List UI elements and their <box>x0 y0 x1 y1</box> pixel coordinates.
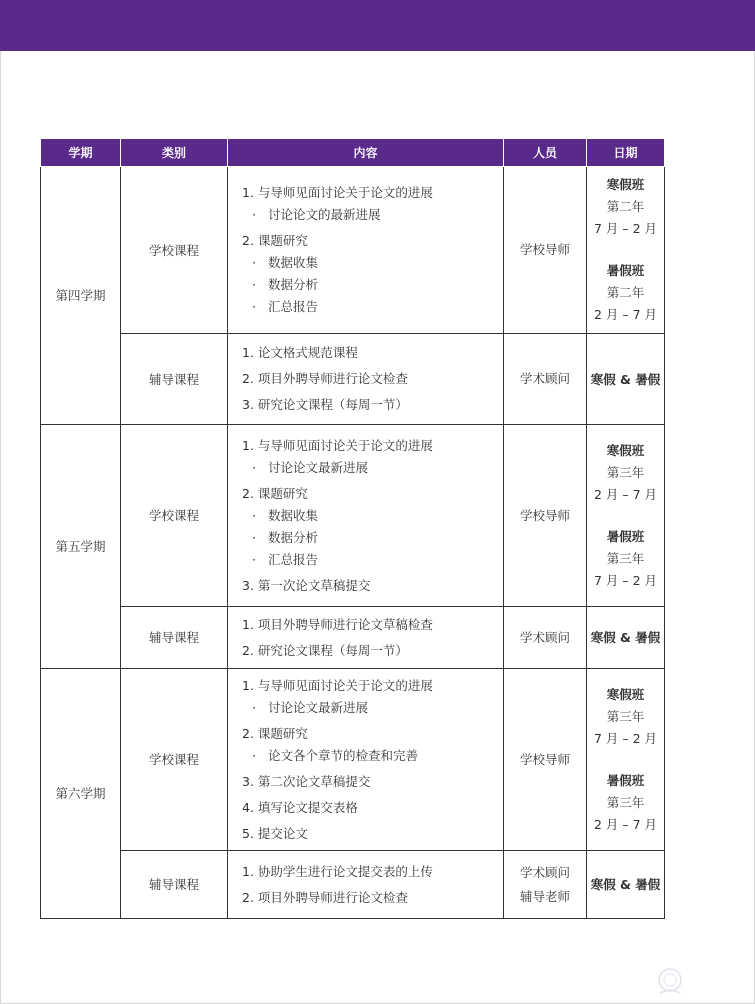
content-item: 2. 课题研究 <box>242 485 308 501</box>
content-item: 1. 与导师见面讨论关于论文的进展 <box>242 677 433 693</box>
content-sub-item <box>242 549 503 571</box>
date-group-title: 暑假班 <box>606 263 645 278</box>
semester-cell: 第六学期 <box>41 669 121 919</box>
table-header-row <box>41 139 665 167</box>
date-group-title: 寒假班 <box>606 686 645 702</box>
content-item: 3. 第一次论文草稿提交 <box>242 577 371 593</box>
date-group-title: 寒假班 <box>606 177 645 192</box>
staff-name: 辅导老师 <box>519 888 570 904</box>
watermark-logo-icon <box>654 966 686 998</box>
date-cell <box>587 607 665 669</box>
staff-name: 学校导师 <box>519 507 570 523</box>
thesis-schedule-table <box>40 138 665 919</box>
bullet-icon: · <box>252 255 256 270</box>
content-sub-item-text: 数据分析 <box>268 277 319 292</box>
staff-name: 学术顾问 <box>519 629 570 645</box>
date-line: 第三年 <box>606 464 645 480</box>
date-line: 第三年 <box>606 794 645 810</box>
date-group-spacer <box>587 240 664 260</box>
category-cell: 辅导课程 <box>121 607 228 669</box>
bullet-icon: · <box>252 699 256 715</box>
date-both-terms: 寒假 & 暑假 <box>590 371 661 387</box>
bullet-icon: · <box>252 747 256 763</box>
header-category: 类别 <box>121 139 228 167</box>
bullet-icon: · <box>252 207 256 222</box>
content-item: 1. 项目外聘导师进行论文草稿检查 <box>242 616 433 632</box>
date-group-spacer <box>587 506 664 526</box>
content-item: 1. 与导师见面讨论关于论文的进展 <box>242 185 433 200</box>
content-sub-item <box>242 274 503 296</box>
content-item: 3. 第二次论文草稿提交 <box>242 773 371 789</box>
bullet-icon: · <box>252 299 256 314</box>
bullet-icon: · <box>252 551 256 567</box>
bullet-icon: · <box>252 277 256 292</box>
content-item: 1. 与导师见面讨论关于论文的进展 <box>242 437 433 453</box>
content-sub-item-text: 数据分析 <box>268 529 319 545</box>
content-cell <box>228 425 504 607</box>
staff-name: 学术顾问 <box>519 864 570 880</box>
category-cell: 学校课程 <box>121 425 228 607</box>
date-line: 2 月 – 7 月 <box>593 486 658 502</box>
staff-name: 学术顾问 <box>519 371 570 386</box>
content-cell <box>228 607 504 669</box>
content-sub-item-text: 讨论论文最新进展 <box>268 699 369 715</box>
content-sub-item <box>242 204 503 226</box>
content-sub-item <box>242 697 503 719</box>
date-group-spacer <box>587 750 664 770</box>
date-line: 第二年 <box>606 285 645 300</box>
date-cell <box>587 167 665 334</box>
table-row <box>41 334 665 425</box>
category-cell: 学校课程 <box>121 669 228 851</box>
content-item: 5. 提交论文 <box>242 825 308 841</box>
content-sub-item <box>242 457 503 479</box>
header-content: 内容 <box>228 139 504 167</box>
staff-cell <box>504 851 587 919</box>
bullet-icon: · <box>252 507 256 523</box>
date-group-title: 暑假班 <box>606 528 645 544</box>
date-cell <box>587 425 665 607</box>
date-line: 7 月 – 2 月 <box>593 221 658 236</box>
date-line: 7 月 – 2 月 <box>593 730 658 746</box>
content-sub-item-text: 讨论论文的最新进展 <box>268 207 381 222</box>
top-banner <box>0 0 755 51</box>
date-line: 第三年 <box>606 708 645 724</box>
content-item: 2. 课题研究 <box>242 725 308 741</box>
date-line: 第二年 <box>606 199 645 214</box>
content-item: 1. 协助学生进行论文提交表的上传 <box>242 863 433 879</box>
staff-cell <box>504 669 587 851</box>
content-sub-item-text: 汇总报告 <box>268 299 319 314</box>
content-item: 1. 论文格式规范课程 <box>242 345 358 360</box>
content-sub-item-text: 论文各个章节的检查和完善 <box>268 747 419 763</box>
header-staff: 人员 <box>504 139 587 167</box>
content-sub-item <box>242 527 503 549</box>
content-sub-item-text: 汇总报告 <box>268 551 319 567</box>
semester-cell: 第五学期 <box>41 425 121 669</box>
header-date: 日期 <box>587 139 665 167</box>
content-sub-item <box>242 505 503 527</box>
content-cell <box>228 167 504 334</box>
content-item: 2. 课题研究 <box>242 233 308 248</box>
staff-name: 学校导师 <box>519 751 570 767</box>
content-item: 4. 填写论文提交表格 <box>242 799 358 815</box>
category-cell: 辅导课程 <box>121 334 228 425</box>
content-sub-item-text: 数据收集 <box>268 507 319 523</box>
semester-cell: 第四学期 <box>41 167 121 425</box>
category-cell: 辅导课程 <box>121 851 228 919</box>
table-row <box>41 607 665 669</box>
date-both-terms: 寒假 & 暑假 <box>590 630 661 645</box>
staff-cell <box>504 607 587 669</box>
content-sub-item-text: 讨论论文最新进展 <box>268 459 369 475</box>
content-sub-item <box>242 296 503 318</box>
content-item: 2. 项目外聘导师进行论文检查 <box>242 889 408 905</box>
date-line: 第三年 <box>606 550 645 566</box>
content-item: 2. 项目外聘导师进行论文检查 <box>242 371 408 386</box>
category-cell: 学校课程 <box>121 167 228 334</box>
table-row <box>41 851 665 919</box>
date-both-terms: 寒假 & 暑假 <box>590 877 661 892</box>
content-item: 3. 研究论文课程（每周一节） <box>242 397 408 412</box>
table-row <box>41 167 665 334</box>
bullet-icon: · <box>252 459 256 475</box>
table-body <box>41 167 665 919</box>
date-line: 2 月 – 7 月 <box>593 816 658 832</box>
date-group-title: 寒假班 <box>606 442 645 458</box>
content-cell <box>228 851 504 919</box>
content-sub-item <box>242 745 503 767</box>
content-cell <box>228 334 504 425</box>
content-cell <box>228 669 504 851</box>
content-sub-item <box>242 252 503 274</box>
date-line: 2 月 – 7 月 <box>593 307 658 322</box>
date-cell <box>587 851 665 919</box>
staff-cell <box>504 334 587 425</box>
staff-name: 学校导师 <box>519 242 570 257</box>
date-cell <box>587 669 665 851</box>
bullet-icon: · <box>252 529 256 545</box>
date-cell <box>587 334 665 425</box>
header-semester: 学期 <box>41 139 121 167</box>
table-row <box>41 669 665 851</box>
content-sub-item-text: 数据收集 <box>268 255 319 270</box>
staff-cell <box>504 425 587 607</box>
table-row <box>41 425 665 607</box>
staff-cell <box>504 167 587 334</box>
date-group-title: 暑假班 <box>606 772 645 788</box>
content-item: 2. 研究论文课程（每周一节） <box>242 642 408 658</box>
date-line: 7 月 – 2 月 <box>593 572 658 588</box>
